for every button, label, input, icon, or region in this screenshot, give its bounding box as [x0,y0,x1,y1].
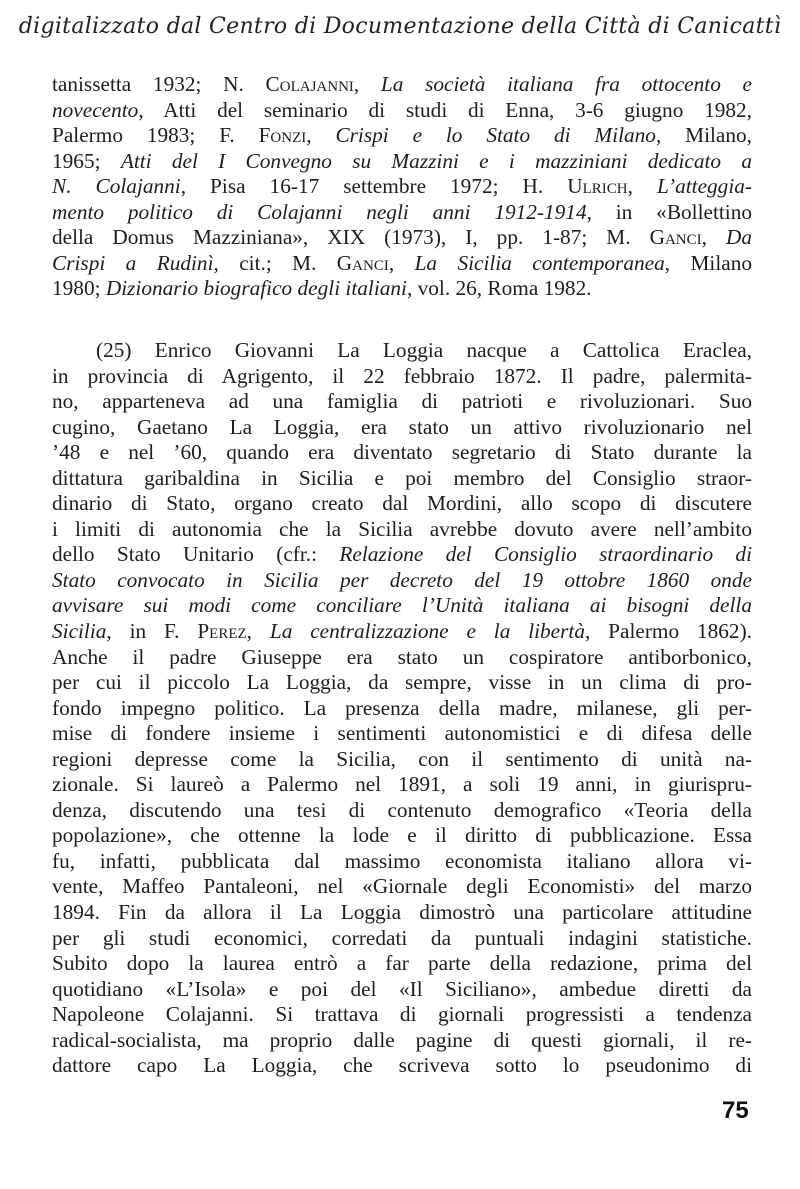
text-line [52,174,752,200]
text-run: denza, discutendo una tesi di contenuto demografico «Teoria della [52,797,752,822]
italic-title: novecento [52,97,139,122]
text-line [52,466,752,492]
italic-title: mento politico di Colajanni negli anni 1912-1914 [52,199,587,224]
text-run: 1965; [52,148,121,173]
text-run: della Domus Mazziniana», XIX (1973), I, pp. 1-87; M. [52,225,650,250]
text-run: Palermo 1983; F. [52,123,259,148]
author-surname: Ulrich [567,174,628,199]
text-line [52,251,752,277]
text-run: , cit.; M. [213,250,337,275]
author-surname: Fonzi [258,123,307,148]
text-line [52,542,752,568]
author-surname: Ganci [336,250,389,275]
text-line [52,415,752,441]
text-run: regioni depresse come la Sicilia, con il sentimento di unità na- [52,746,752,771]
italic-title: Sicilia [52,619,107,644]
text-run: , Palermo 1862). [584,619,752,644]
text-line [52,389,752,415]
text-line [52,98,752,124]
italic-title: Stato convocato in Sicilia per decreto del 19 ottobre 1860 onde [52,567,752,592]
text-run: , [388,250,415,275]
text-line [52,798,752,824]
text-line [52,696,752,722]
text-run: , Milano, [655,123,752,148]
text-line [52,364,752,390]
text-line [52,491,752,517]
italic-title: Crispi a Rudinì [52,250,214,275]
italic-title: La società italiana fra ottocento e [380,72,752,96]
text-line [52,225,752,251]
text-run: mise di fondere insieme i sentimenti autonomistici e di difesa delle [52,721,752,746]
text-run: fondo impegno politico. La presenza della madre, milanese, gli per- [52,695,752,720]
text-run: dinario di Stato, organo creato dal Mordini, allo scopo di discutere [52,491,752,516]
text-line [52,645,752,671]
text-line [52,1053,752,1079]
text-line [52,900,752,926]
text-run: , [246,619,270,644]
text-run: , in F. [106,619,198,644]
page-number: 75 [722,1097,749,1124]
text-line [52,517,752,543]
italic-title: Crispi e lo Stato di Milano [335,123,656,148]
italic-title: Relazione del Consiglio straordinario di [339,542,752,567]
text-line [52,747,752,773]
footnote-25-text [52,338,752,1079]
text-line [52,276,752,302]
text-run: ’48 e nel ’60, quando era diventato segretario di Stato durante la [52,440,752,465]
author-surname: Colajanni [265,72,354,96]
text-run: per gli studi economici, corredati da puntuali indagini statistiche. [52,925,752,950]
text-line [52,926,752,952]
text-line [52,149,752,175]
italic-title: N. Colajanni [52,174,181,199]
text-line [52,772,752,798]
author-surname: Perez [197,619,247,644]
italic-title: Da [725,225,752,250]
text-run: tanissetta 1932; N. [52,72,266,96]
text-line [52,951,752,977]
digitization-watermark: digitalizzato dal Centro di Documentazione della Città di Canicattì [18,14,782,39]
text-run: Napoleone Colajanni. Si trattava di giornali progressisti a tendenza [52,1002,752,1027]
text-run: , Atti del seminario di studi di Enna, 3-6 giugno 1982, [138,97,752,122]
text-run: (25) Enrico Giovanni La Loggia nacque a Cattolica Eraclea, [96,338,752,362]
text-line [52,619,752,645]
italic-title: La centralizzazione e la libertà [269,619,585,644]
text-line [52,874,752,900]
text-line [52,440,752,466]
text-run: cugino, Gaetano La Loggia, era stato un attivo rivoluzionario nel [52,414,752,439]
text-line [52,1028,752,1054]
text-run: , vol. 26, Roma 1982. [406,276,592,301]
footnote-24-text [52,72,752,302]
text-run: 1980; [52,276,106,301]
text-run: fu, infatti, pubblicata dal massimo economista italiano allora vi- [52,848,752,873]
text-run: , Pisa 16-17 settembre 1972; H. [180,174,568,199]
text-run: Subito dopo la laurea entrò a far parte della redazione, prima del [52,951,752,976]
text-run: no, apparteneva ad una famiglia di patrioti e rivoluzionari. Suo [52,389,752,414]
text-line [52,977,752,1003]
text-run: , [353,72,381,96]
text-line [52,123,752,149]
text-run: in provincia di Agrigento, il 22 febbraio 1872. Il padre, palermita- [52,363,752,388]
text-line [52,200,752,226]
text-line [52,670,752,696]
text-run: dattore capo La Loggia, che scriveva sotto lo pseudonimo di [52,1053,752,1078]
italic-title: La Sicilia contemporanea [414,250,665,275]
italic-title: Dizionario biografico degli italiani [105,276,407,301]
text-run: per cui il piccolo La Loggia, da sempre, visse in un clima di pro- [52,670,752,695]
text-line [52,72,752,98]
text-run: Anche il padre Giuseppe era stato un cospiratore antiborbonico, [52,644,752,669]
text-line [52,823,752,849]
text-run: radical-socialista, ma proprio dalle pagine di questi giornali, il re- [52,1027,752,1052]
text-run: dittatura garibaldina in Sicilia e poi membro del Consiglio straor- [52,465,752,490]
text-run: , [627,174,657,199]
text-line [52,1002,752,1028]
text-line [52,849,752,875]
text-run: 1894. Fin da allora il La Loggia dimostrò una particolare attitudine [52,900,752,925]
italic-title: Atti del I Convegno su Mazzini e i mazziniani dedicato a [120,148,752,173]
text-line [52,568,752,594]
text-run: , in «Bollettino [586,199,753,224]
text-run: zionale. Si laureò a Palermo nel 1891, a soli 19 anni, in giurispru- [52,772,752,797]
text-run: , [701,225,726,250]
text-run: popolazione», che ottenne la lode e il diritto di pubblicazione. Essa [52,823,752,848]
text-run: dello Stato Unitario (cfr.: [52,542,340,567]
author-surname: Ganci [649,225,702,250]
text-line [52,721,752,747]
text-run: i limiti di autonomia che la Sicilia avrebbe dovuto avere nell’ambito [52,516,752,541]
text-run: vente, Maffeo Pantaleoni, nel «Giornale degli Economisti» del marzo [52,874,752,899]
text-line [52,593,752,619]
text-line [52,338,752,364]
italic-title: avvisare sui modi come conciliare l’Unità italiana ai bisogni della [52,593,752,618]
text-run: quotidiano «L’Isola» e poi del «Il Siciliano», ambedue diretti da [52,976,752,1001]
text-run: , Milano [664,250,752,275]
italic-title: L’atteggia- [656,174,752,199]
text-run: , [306,123,336,148]
